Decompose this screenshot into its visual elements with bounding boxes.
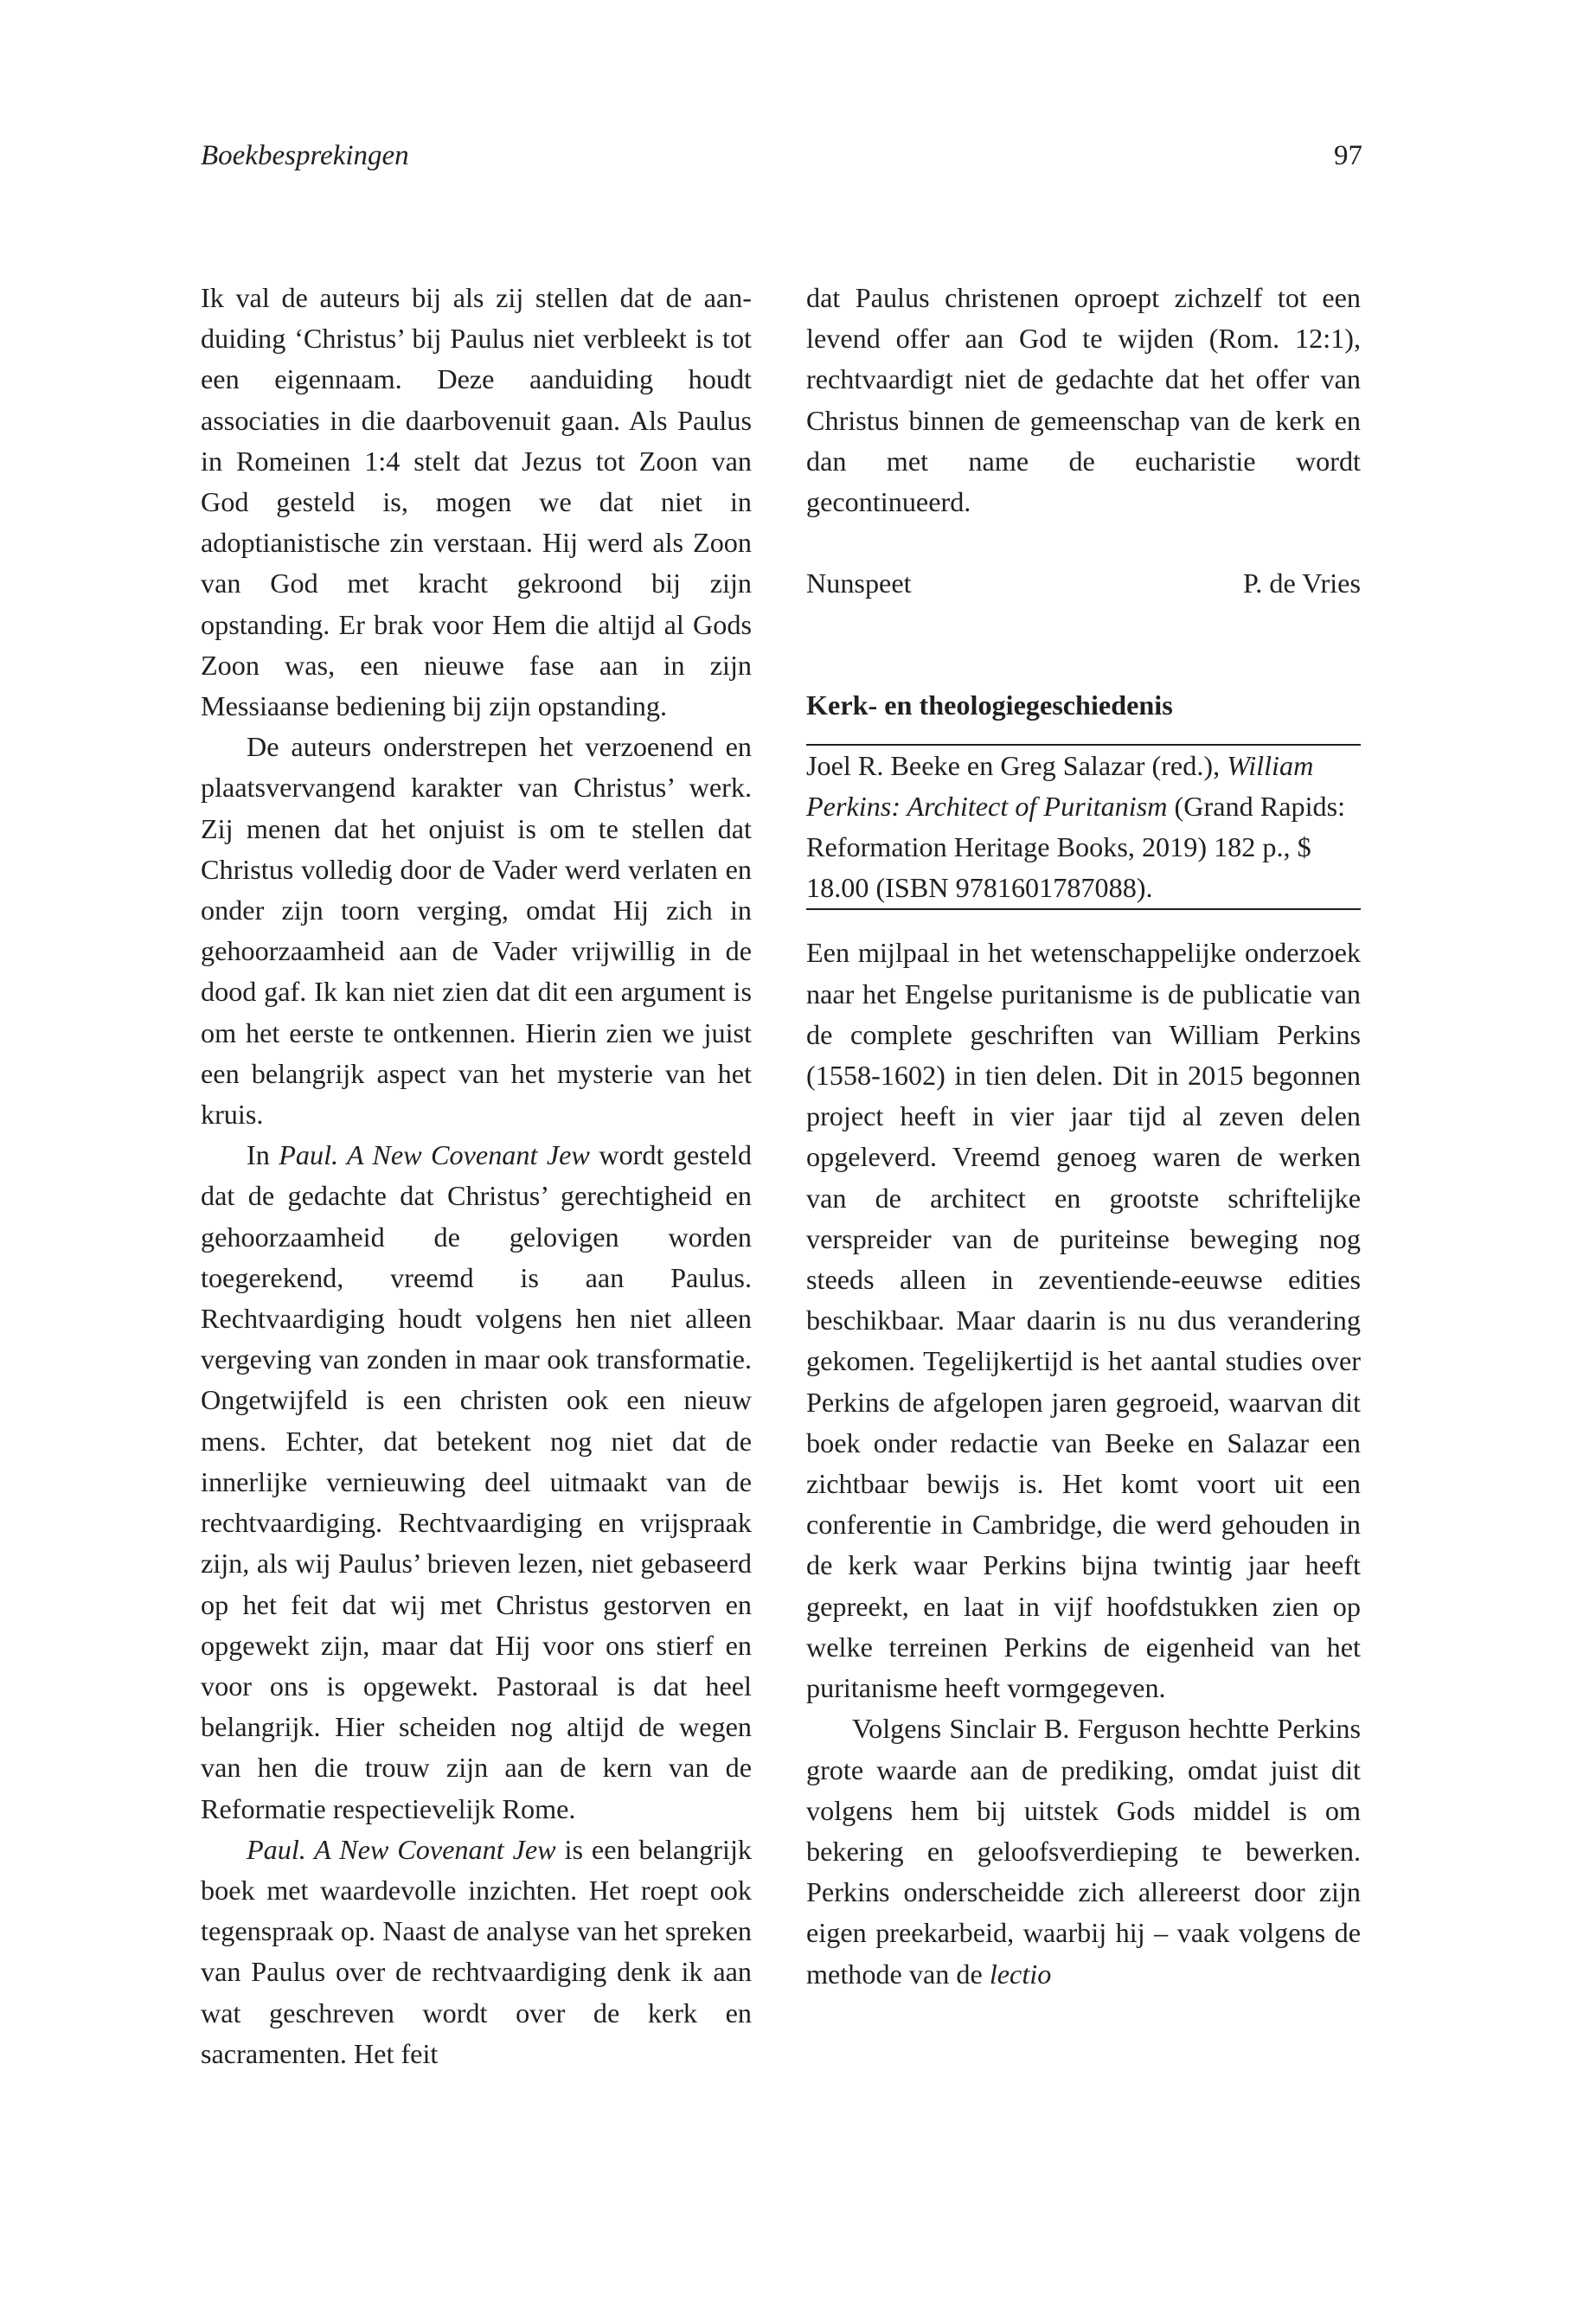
divider: [806, 908, 1361, 910]
signoff-reviewer: P. de Vries: [1242, 567, 1361, 599]
biblio-authors: Joel R. Beeke en Greg Salazar (red.),: [806, 749, 1227, 781]
italic-term: lectio: [989, 1958, 1052, 1990]
review-signoff: [806, 563, 1361, 604]
text-run: In: [247, 1139, 279, 1171]
left-column: [201, 278, 752, 2074]
book-title: Paul. A New Covenant Jew: [247, 1833, 556, 1865]
text-run: wordt gesteld dat de gedachte dat Christus’ gerechtigheid en gehoorzaamheid de gelovigen worden toegerekend, vreemd is aan Paulus. Rechtvaardiging houdt volgens hen niet alleen vergeving van zonden in maar ook transformatie. Ongetwijfeld is een christen ook een nieuw mens. Echter, dat betekent nog niet dat de innerlijke vernieuwing deel uitmaakt van de rechtvaardiging. Rechtvaardiging en vrijspraak zijn, als wij Paulus’ brieven lezen, niet gebaseerd op het feit dat wij met Christus gestorven en opgewekt zijn, maar dat Hij voor ons stierf en voor ons is opgewekt. Pastoraal is dat heel belangrijk. Hier scheiden nog altijd de wegen van hen die trouw zijn aan de kern van de Reformatie respectievelijk Rome.: [201, 1139, 752, 1824]
book-title: Paul. A New Covenant Jew: [279, 1139, 590, 1171]
biblio-details: (Grand Rapids: Reformation Heritage Books, 2019) 182 p., $ 18.00 (ISBN 9781601787088).: [806, 790, 1346, 904]
right-column: [806, 278, 1361, 1995]
text-run: Volgens Sinclair B. Ferguson hechtte Perkins grote waarde aan de prediking, omdat juist dit volgens hem bij uitstek Gods middel is om bekering en geloofsverdieping te bewerken. Perkins onderscheidde zich allereerst door zijn eigen preekarbeid, waarbij hij – vaak volgens de methode van de: [806, 1713, 1361, 1990]
text-run: is een belangrijk boek met waardevolle inzichten. Het roept ook tegenspraak op. Naast de analyse van het spreken van Paulus over de rechtvaardiging denk ik aan wat geschreven wordt over de kerk en sacramenten. Het feit: [201, 1833, 752, 2069]
paragraph: De auteurs onderstrepen het verzoenend en plaatsvervangend karakter van Christus’ werk. Zij menen dat het onjuist is om te stellen dat Christus volledig door de Vader werd verlaten en onder zijn toorn verging, omdat Hij zich in gehoorzaamheid aan de Vader vrijwillig in de dood gaf. Ik kan niet zien dat dit een argument is om het eerste te ontkennen. Hierin zien we juist een belangrijk aspect van het mysterie van het kruis.: [201, 731, 752, 1131]
paragraph: [201, 1135, 752, 1829]
paragraph: Ik val de auteurs bij als zij stellen dat de aanduiding ‘Christus’ bij Paulus niet verbleekt is tot een eigennaam. Deze aanduiding houdt associaties in die daarbovenuit gaan. Als Paulus in Romeinen 1:4 stelt dat Jezus tot Zoon van God gesteld is, mogen we dat niet in adoptianistische zin verstaan. Hij werd als Zoon van God met kracht gekroond bij zijn opstanding. Er brak voor Hem die altijd al Gods Zoon was, een nieuwe fase aan in zijn Messiaanse bediening bij zijn opstanding.: [201, 282, 752, 722]
signoff-place: Nunspeet: [806, 567, 912, 599]
bibliographic-entry: [806, 746, 1361, 909]
paragraph: dat Paulus christenen oproept zichzelf tot een levend offer aan God te wijden (Rom. 12:1), rechtvaardigt niet de gedachte dat het offer van Christus binnen de gemeenschap van de kerk en dan met name de eucharistie wordt gecontinueerd.: [806, 282, 1361, 518]
running-title: Boekbesprekingen: [201, 140, 409, 171]
section-heading: Kerk- en theologiegeschiedenis: [806, 689, 1173, 721]
page-number: 97: [1334, 140, 1362, 171]
paragraph: [201, 1830, 752, 2074]
paragraph: Een mijlpaal in het wetenschappelijke onderzoek naar het Engelse puritanisme is de publicatie van de complete geschriften van William Perkins (1558-1602) in tien delen. Dit in 2015 begonnen project heeft in vier jaar tijd al zeven delen opgeleverd. Vreemd genoeg waren de werken van de architect en grootste schriftelijke verspreider van de puriteinse beweging nog steeds alleen in zeventiende-eeuwse edities beschikbaar. Maar daarin is nu dus verandering gekomen. Tegelijkertijd is het aantal studies over Perkins de afgelopen jaren gegroeid, waarvan dit boek onder redactie van Beeke en Salazar een zichtbaar bewijs is. Het komt voort uit een conferentie in Cambridge, die werd gehouden in de kerk waar Perkins bijna twintig jaar heeft gepreekt, en laat in vijf hoofdstukken zien op welke terreinen Perkins de eigenheid van het puritanisme heeft vormgegeven.: [806, 937, 1361, 1704]
paragraph: [806, 1708, 1361, 1994]
biblio-title: William Perkins: Architect of Puritanism: [806, 749, 1314, 822]
